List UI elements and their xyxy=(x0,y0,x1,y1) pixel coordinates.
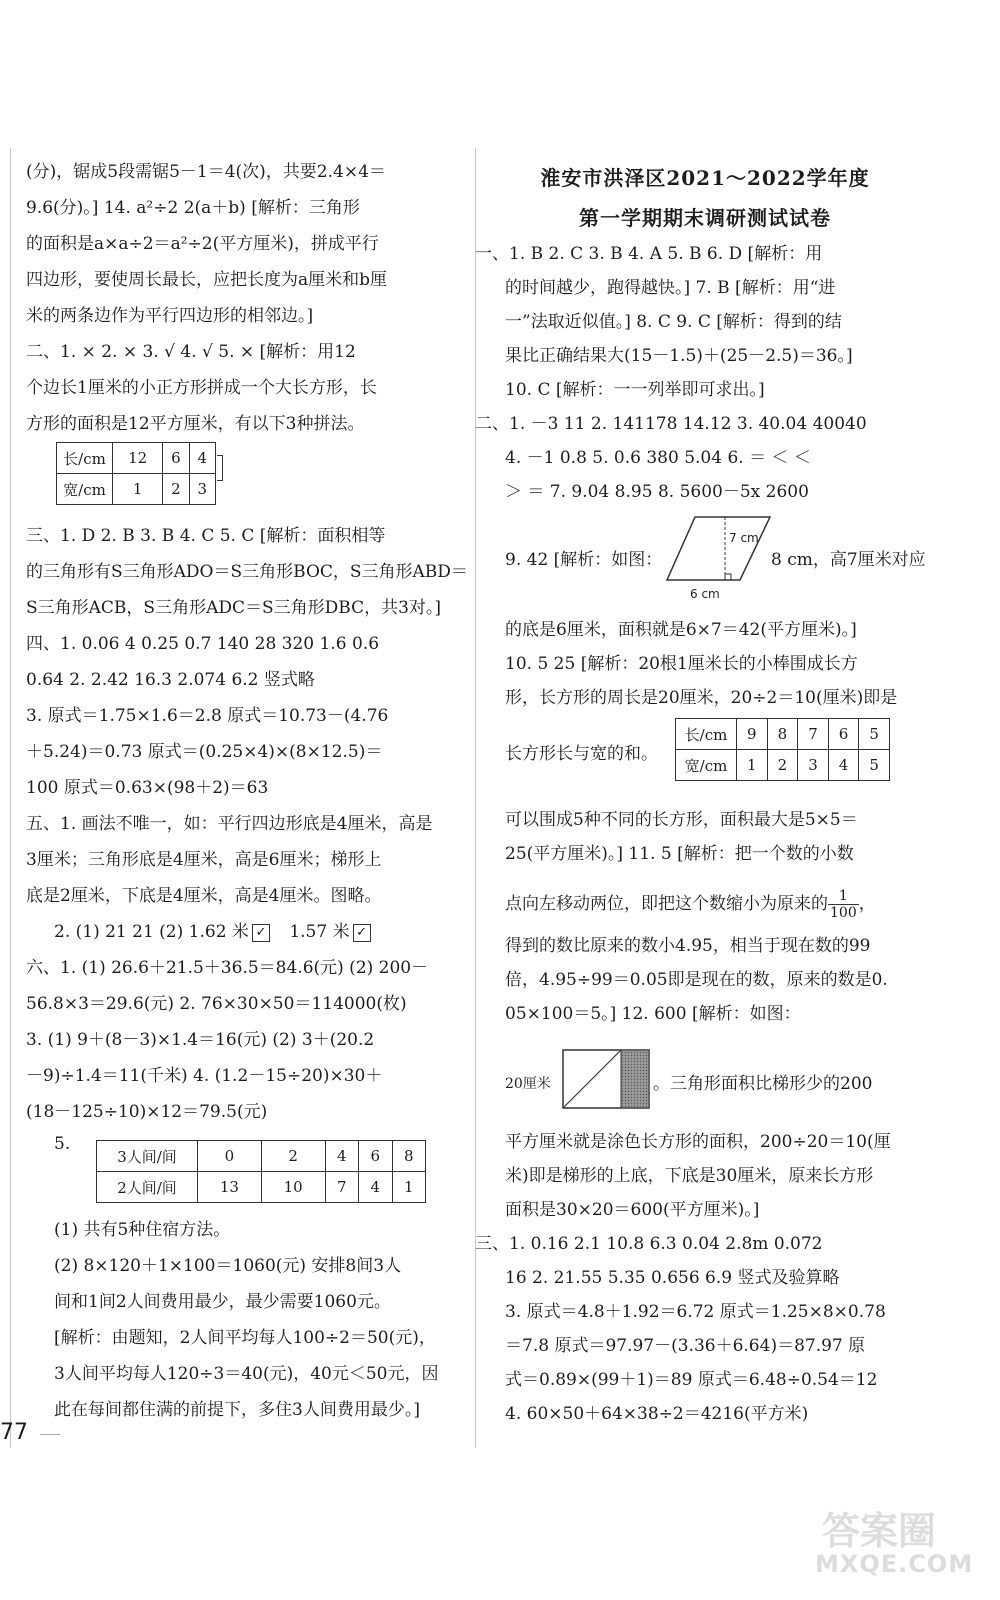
table-cell: 6 xyxy=(163,443,189,474)
page-number-rule xyxy=(40,1434,60,1435)
text-line: 方形的面积是12平方厘米，有以下3种拼法。 xyxy=(26,414,365,434)
check-box: ✓ xyxy=(252,924,270,942)
text-line: 的三角形有S三角形ADO＝S三角形BOC，S三角形ABD＝ xyxy=(26,562,468,582)
watermark-url: MXQE.COM xyxy=(815,1550,974,1578)
q5-2-prefix: 2. (1) 21 21 (2) 1.62 米 xyxy=(54,922,249,942)
q11-suffix: ， xyxy=(858,894,876,914)
parallelogram-figure xyxy=(665,512,775,602)
check-box: ✓ xyxy=(353,924,371,942)
text-line: 此在每间都住满的前提下，多住3人间费用最少。] xyxy=(54,1400,420,1420)
text-line: 一”法取近似值。] 8. C 9. C [解析：得到的结 xyxy=(505,312,842,332)
text-line: ＞ ＝ 7. 9.04 8.95 8. 5600－5x 2600 xyxy=(505,482,809,502)
text-line: 4. －1 0.8 5. 0.6 380 5.04 6. ＝ ＜ ＜ xyxy=(505,448,811,468)
table-cell: 2 xyxy=(261,1141,325,1172)
text-line: 3. (1) 9＋(8－3)×1.4＝16(元) (2) 3＋(20.2 xyxy=(26,1030,375,1050)
base-label: 6 cm xyxy=(690,587,720,601)
text-line: 3. 原式＝4.8＋1.92＝6.72 原式＝1.25×8×0.78 xyxy=(505,1302,886,1322)
text-line: 得到的数比原来的数小4.95，相当于现在数的99 xyxy=(505,936,871,956)
table-cell: 7 xyxy=(325,1172,358,1203)
fraction-numerator: 1 xyxy=(828,888,859,905)
table-cell: 7 xyxy=(798,719,829,750)
table-cell: 13 xyxy=(198,1172,262,1203)
text-line: 五、1. 画法不唯一，如：平行四边形底是4厘米，高是 xyxy=(26,814,433,834)
text-line: 式＝0.89×(99＋1)＝89 原式＝6.48÷0.54＝12 xyxy=(505,1370,878,1390)
text-line: (2) 8×120＋1×100＝1060(元) 安排8间3人 xyxy=(54,1256,402,1276)
table-cell: 6 xyxy=(359,1141,392,1172)
text-line: 一、1. B 2. C 3. B 4. A 5. B 6. D [解析：用 xyxy=(475,244,823,264)
text-line: (分)，锯成5段需锯5－1＝4(次)，共要2.4×4＝ xyxy=(26,162,386,182)
left-margin-line xyxy=(10,148,11,1448)
text-line: 米)即是梯形的上底，下底是30厘米，原来长方形 xyxy=(505,1166,874,1186)
text-line: ＋5.24)＝0.73 原式＝(0.25×4)×(8×12.5)＝ xyxy=(26,742,383,762)
text-line: 0.64 2. 2.42 16.3 2.074 6.2 竖式略 xyxy=(26,670,315,690)
text-line: 三、1. D 2. B 3. B 4. C 5. C [解析：面积相等 xyxy=(26,526,386,546)
table-cell: 2 xyxy=(767,750,798,781)
text-line: 的面积是a×a÷2＝a²÷2(平方厘米)，拼成平行 xyxy=(26,234,379,254)
text-line: 10. C [解析：一一列举即可求出。] xyxy=(505,380,765,400)
text-line: 3厘米；三角形底是4厘米，高是6厘米；梯形上 xyxy=(26,850,382,870)
table-cell: 1 xyxy=(392,1172,426,1203)
q12-left-label: 20厘米 xyxy=(505,1076,551,1092)
text-line: 二、1. × 2. × 3. √ 4. √ 5. × [解析：用12 xyxy=(26,342,356,362)
q11-line xyxy=(505,886,876,922)
exam-title: 淮安市洪泽区2021～2022学年度 xyxy=(540,166,870,190)
text-line: 3人间平均每人120÷3＝40(元)，40元＜50元，因 xyxy=(54,1364,439,1384)
exam-subtitle: 第一学期期末调研测试试卷 xyxy=(579,206,831,230)
table-cell: 宽/cm xyxy=(57,474,113,505)
q5-2-line xyxy=(54,920,371,944)
text-line: 25(平方厘米)。] 11. 5 [解析：把一个数的小数 xyxy=(505,844,854,864)
text-line: 六、1. (1) 26.6＋21.5＋36.5＝84.6(元) (2) 200－ xyxy=(26,958,429,978)
text-line: ＝7.8 原式＝97.97－(3.36＋6.64)＝87.97 原 xyxy=(505,1336,866,1356)
table-cell: 12 xyxy=(113,443,163,474)
text-line: 四边形，要使周长最长，应把长度为a厘米和b厘 xyxy=(26,270,388,290)
table-bracket xyxy=(217,455,223,481)
table-cell: 宽/cm xyxy=(676,750,737,781)
text-line: 倍，4.95÷99＝0.05即是现在的数，原来的数是0. xyxy=(505,970,888,990)
fraction-denominator: 100 xyxy=(830,905,857,921)
table-cell: 3 xyxy=(189,474,215,505)
text-line: 16 2. 21.55 5.35 0.656 6.9 竖式及验算略 xyxy=(505,1268,840,1288)
fraction xyxy=(828,888,859,921)
text-line: 个边长1厘米的小正方形拼成一个大长方形，长 xyxy=(26,378,377,398)
table-cell: 4 xyxy=(359,1172,392,1203)
text-line: 4. 60×50＋64×38÷2＝4216(平方米) xyxy=(505,1404,809,1424)
trapezoid-figure xyxy=(561,1048,651,1112)
q9-prefix: 9. 42 [解析：如图： xyxy=(505,550,663,570)
table-cell: 0 xyxy=(198,1141,262,1172)
table-cell: 4 xyxy=(828,750,859,781)
text-line: 9.6(分)。] 14. a²÷2 2(a＋b) [解析：三角形 xyxy=(26,198,360,218)
text-line: 三、1. 0.16 2.1 10.8 6.3 0.04 2.8m 0.072 xyxy=(475,1234,823,1254)
text-line: 米的两条边作为平行四边形的相邻边。] xyxy=(26,306,314,326)
text-line: 底是2厘米，下底是4厘米，高是4厘米。图略。 xyxy=(26,886,382,906)
table-cell: 5 xyxy=(859,750,890,781)
text-line: S三角形ACB，S三角形ADC＝S三角形DBC，共3对。] xyxy=(26,598,442,618)
table-cell: 5 xyxy=(859,719,890,750)
q12-suffix: 。三角形面积比梯形少的200 xyxy=(653,1074,873,1094)
text-line: 平方厘米就是涂色长方形的面积，200÷20＝10(厘 xyxy=(505,1132,891,1152)
table-cell: 1 xyxy=(737,750,768,781)
text-line: 的时间越少，跑得越快。] 7. B [解析：用“进 xyxy=(505,278,836,298)
length-width-table xyxy=(56,442,216,505)
q11-prefix: 点向左移动两位，即把这个数缩小为原来的 xyxy=(505,894,828,914)
text-line: 05×100＝5。] 12. 600 [解析：如图： xyxy=(505,1004,801,1024)
table-cell: 1 xyxy=(113,474,163,505)
table-cell: 10 xyxy=(261,1172,325,1203)
table-cell: 8 xyxy=(767,719,798,750)
table-cell: 6 xyxy=(828,719,859,750)
table-cell: 4 xyxy=(325,1141,358,1172)
page-number: 77 xyxy=(0,1420,28,1445)
watermark-logo: 答案圈 xyxy=(822,1509,937,1553)
text-line: 100 原式＝0.63×(98＋2)＝63 xyxy=(26,778,269,798)
text-line: 10. 5 25 [解析：20根1厘米长的小棒围成长方 xyxy=(505,654,858,674)
text-line: －9)÷1.4＝11(千米) 4. (1.2－15÷20)×30＋ xyxy=(26,1066,383,1086)
text-line: [解析：由题知，2人间平均每人100÷2＝50(元)， xyxy=(54,1328,436,1348)
text-line: 的底是6厘米，面积就是6×7＝42(平方厘米)。] xyxy=(505,620,857,640)
table-cell: 长/cm xyxy=(57,443,113,474)
rooms-table xyxy=(96,1140,426,1203)
text-line: (18－125÷10)×12＝79.5(元) xyxy=(26,1102,268,1122)
table-cell: 长/cm xyxy=(676,719,737,750)
q9-suffix: 8 cm，高7厘米对应 xyxy=(771,550,926,570)
height-label: 7 cm xyxy=(729,531,759,545)
table-cell: 3 xyxy=(798,750,829,781)
text-line: 56.8×3＝29.6(元) 2. 76×30×50＝114000(枚) xyxy=(26,994,407,1014)
text-line: 二、1. －3 11 2. 141178 14.12 3. 40.04 40040 xyxy=(475,414,867,434)
table-cell: 4 xyxy=(189,443,215,474)
q10-mid: 长方形长与宽的和。 xyxy=(505,744,658,764)
table-cell: 2 xyxy=(163,474,189,505)
table-cell: 8 xyxy=(392,1141,426,1172)
text-line: (1) 共有5种住宿方法。 xyxy=(54,1220,231,1240)
q5-2-mid: 1.57 米 xyxy=(289,922,350,942)
text-line: 四、1. 0.06 4 0.25 0.7 140 28 320 1.6 0.6 xyxy=(26,634,380,654)
text-line: 3. 原式＝1.75×1.6＝2.8 原式＝10.73－(4.76 xyxy=(26,706,389,726)
length-width-table-2 xyxy=(675,718,890,781)
table-cell: 3人间/间 xyxy=(97,1141,198,1172)
text-line: 果比正确结果大(15－1.5)＋(25－2.5)＝36。] xyxy=(505,346,853,366)
text-line: 形，长方形的周长是20厘米，20÷2＝10(厘米)即是 xyxy=(505,688,898,708)
table-cell: 2人间/间 xyxy=(97,1172,198,1203)
text-line: 间和1间2人间费用最少，最少需要1060元。 xyxy=(54,1292,391,1312)
table-cell: 9 xyxy=(737,719,768,750)
text-line: 面积是30×20＝600(平方厘米)。] xyxy=(505,1200,760,1220)
text-line: 可以围成5种不同的长方形，面积最大是5×5＝ xyxy=(505,810,858,830)
question-number: 5. xyxy=(54,1134,71,1154)
